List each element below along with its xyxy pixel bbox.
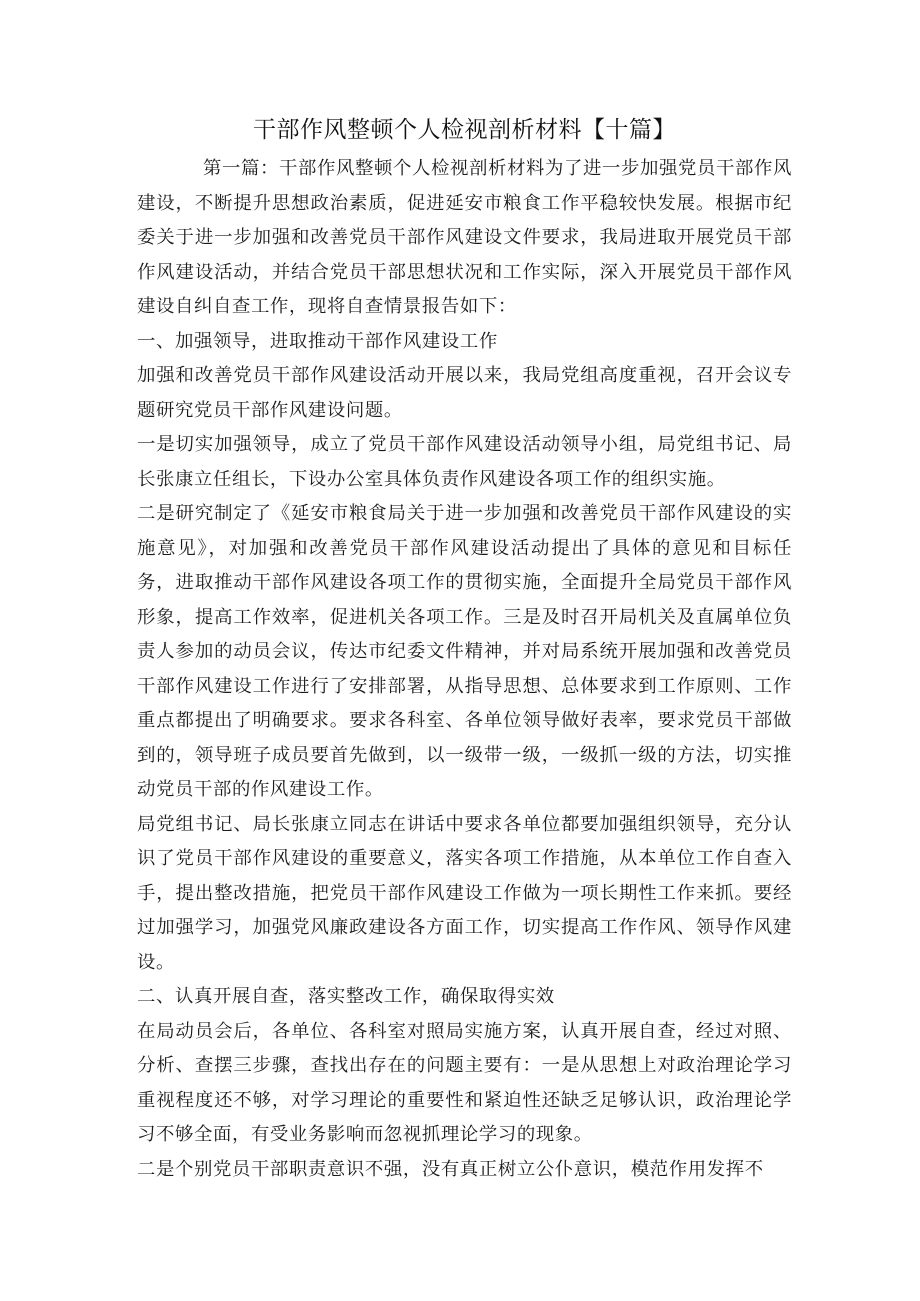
paragraph: 局党组书记、局长张康立同志在讲话中要求各单位都要加强组织领导，充分认识了党员干部作风建设的重要意义，落实各项工作措施，从本单位工作自查入手，提出整改措施，把党员干部作风建设工作做为一项长期性工作来抓。要经过加强学习，加强党风廉政建设各方面工作，切实提高工作作风、领导作风建设。: [137, 813, 792, 973]
paragraph: 加强和改善党员干部作风建设活动开展以来，我局党组高度重视，召开会议专题研究党员干部作风建设问题。: [137, 365, 792, 421]
paragraph: 在局动员会后，各单位、各科室对照局实施方案，认真开展自查，经过对照、分析、查摆三步骤，查找出存在的问题主要有：一是从思想上对政治理论学习重视程度还不够，对学习理论的重要性和紧迫性还缺乏足够认识，政治理论学习不够全面，有受业务影响而忽视抓理论学习的现象。: [137, 1020, 792, 1145]
paragraph: 二是个别党员干部职责意识不强，没有真正树立公仆意识，模范作用发挥不: [137, 1158, 764, 1180]
section-heading-1: 一、加强领导，进取推动干部作风建设工作: [137, 330, 498, 352]
paragraph: 一是切实加强领导，成立了党员干部作风建设活动领导小组，局党组书记、局长张康立任组长，下设办公室具体负责作风建设各项工作的组织实施。: [137, 434, 792, 490]
document-page: [137, 112, 792, 1187]
paragraph: 二是研究制定了《延安市粮食局关于进一步加强和改善党员干部作风建设的实施意见》，对加强和改善党员干部作风建设活动提出了具体的意见和目标任务，进取推动干部作风建设各项工作的贯彻实施，全面提升全局党员干部作风形象，提高工作效率，促进机关各项工作。三是及时召开局机关及直属单位负责人参加的动员会议，传达市纪委文件精神，并对局系统开展加强和改善党员干部作风建设工作进行了安排部署，从指导思想、总体要求到工作原则、工作重点都提出了明确要求。要求各科室、各单位领导做好表率，要求党员干部做到的，领导班子成员要首先做到，以一级带一级，一级抓一级的方法，切实推动党员干部的作风建设工作。: [137, 503, 792, 800]
document-body: [137, 152, 792, 1187]
paragraph-intro: 第一篇：干部作风整顿个人检视剖析材料为了进一步加强党员干部作风建设，不断提升思想政治素质，促进延安市粮食工作平稳较快发展。根据市纪委关于进一步加强和改善党员干部作风建设文件要求，我局进取开展党员干部作风建设活动，并结合党员干部思想状况和工作实际，深入开展党员干部作风建设自纠自查工作，现将自查情景报告如下：: [137, 158, 792, 317]
document-title: 干部作风整顿个人检视剖析材料【十篇】: [253, 117, 676, 143]
section-heading-2: 二、认真开展自查，落实整改工作，确保取得实效: [137, 986, 555, 1007]
